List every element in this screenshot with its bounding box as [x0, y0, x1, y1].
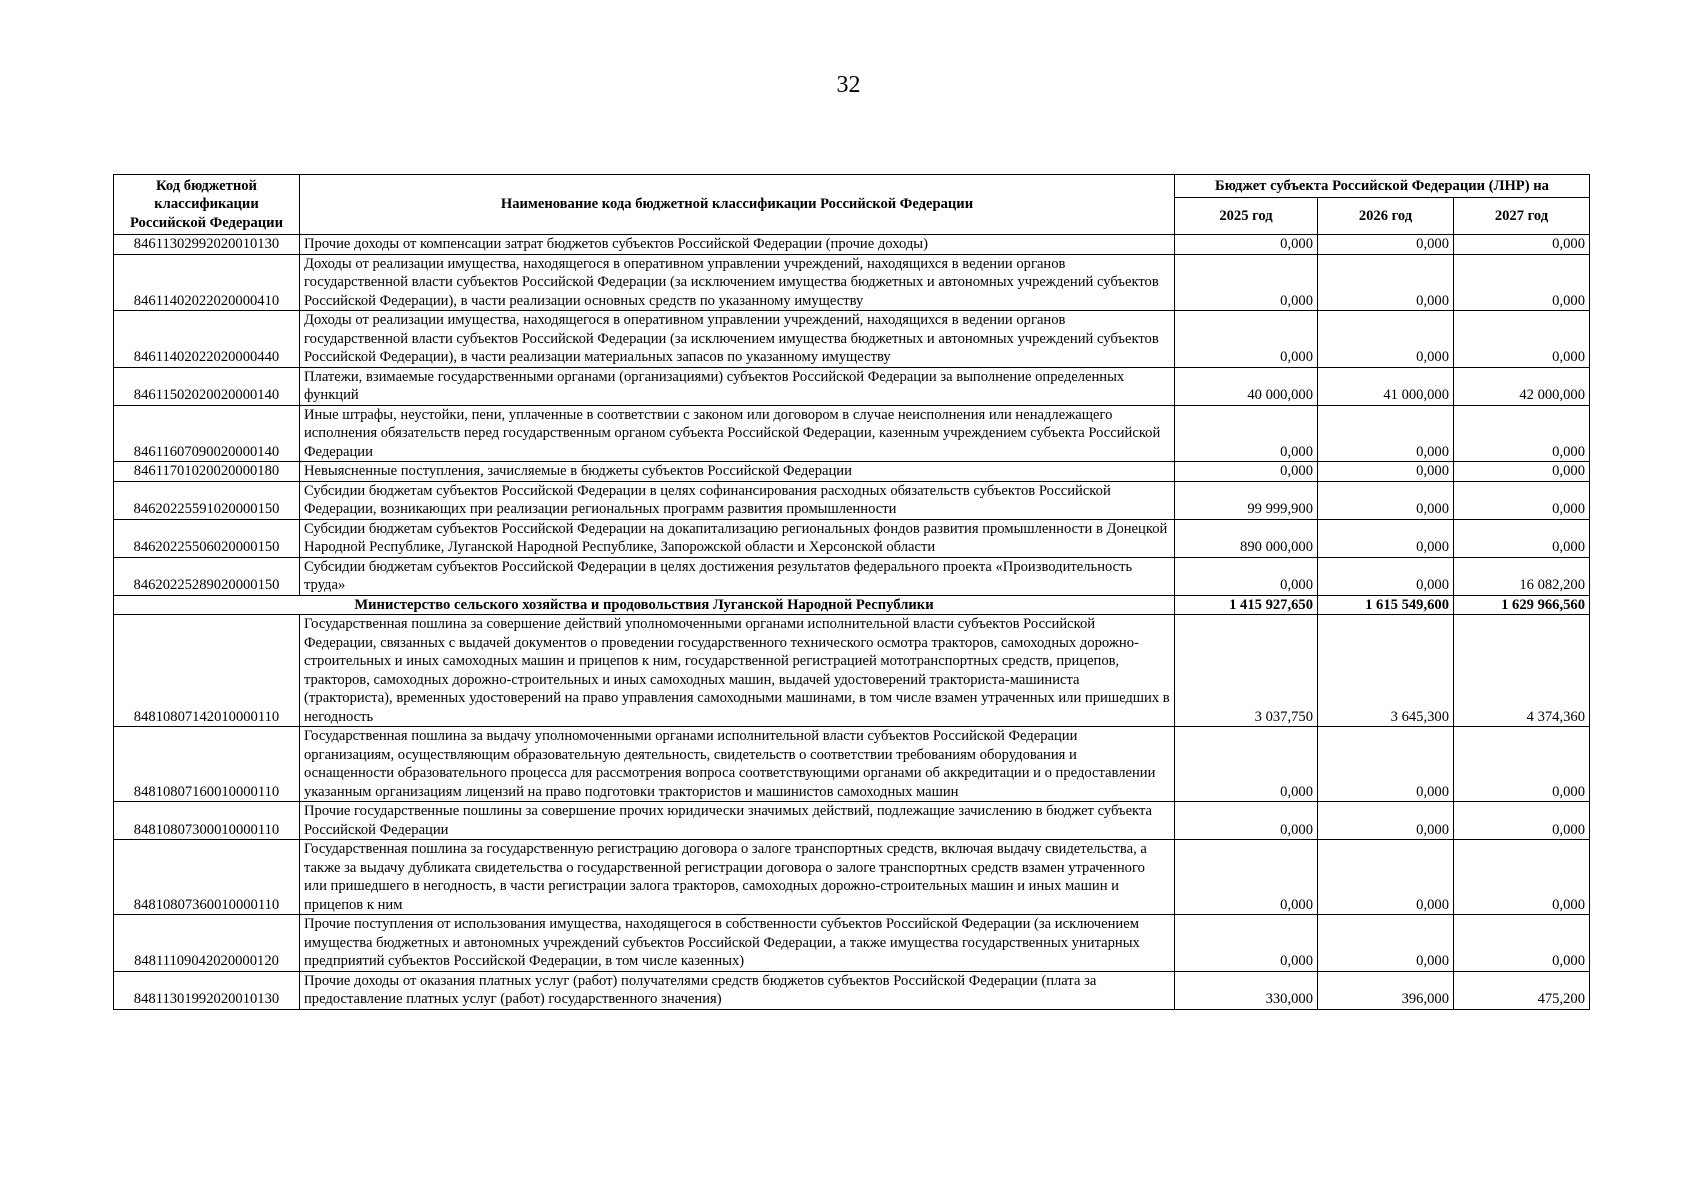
code-cell: 84611402022020000440 — [114, 311, 300, 368]
value-2025-cell: 0,000 — [1175, 254, 1318, 311]
year-2025-header: 2025 год — [1175, 198, 1318, 235]
code-cell: 84620225289020000150 — [114, 557, 300, 595]
value-2025-cell: 0,000 — [1175, 840, 1318, 915]
value-2027-cell: 0,000 — [1454, 254, 1590, 311]
section-body — [114, 595, 1590, 615]
table-row — [114, 840, 1590, 915]
value-2025-cell: 99 999,900 — [1175, 481, 1318, 519]
value-2025-cell: 0,000 — [1175, 462, 1318, 482]
value-2025-cell: 0,000 — [1175, 915, 1318, 972]
section-total-2027: 1 629 966,560 — [1454, 595, 1590, 615]
name-cell: Платежи, взимаемые государственными органами (организациями) субъектов Российской Федерации за выполнение определенных функций — [300, 367, 1175, 405]
value-2027-cell: 0,000 — [1454, 915, 1590, 972]
value-2027-cell: 0,000 — [1454, 802, 1590, 840]
code-cell: 84810807300010000110 — [114, 802, 300, 840]
table-row — [114, 481, 1590, 519]
name-column-header: Наименование кода бюджетной классификации Российской Федерации — [300, 175, 1175, 235]
name-cell: Субсидии бюджетам субъектов Российской Федерации в целях достижения результатов федерального проекта «Производительность труда» — [300, 557, 1175, 595]
value-2027-cell: 0,000 — [1454, 840, 1590, 915]
value-2025-cell: 0,000 — [1175, 405, 1318, 462]
table-row — [114, 311, 1590, 368]
name-cell: Прочие поступления от использования имущества, находящегося в собственности субъектов Российской Федерации (за исключением имущества бюджетных и автономных учреждений субъектов Российской Федерации, а также имущества государственных унитарных предприятий субъектов Российской Федерации, в том числе казенных) — [300, 915, 1175, 972]
value-2025-cell: 3 037,750 — [1175, 615, 1318, 727]
name-cell: Прочие государственные пошлины за совершение прочих юридически значимых действий, подлежащие зачислению в бюджет субъекта Российской Федерации — [300, 802, 1175, 840]
value-2027-cell: 16 082,200 — [1454, 557, 1590, 595]
value-2026-cell: 0,000 — [1318, 915, 1454, 972]
year-2027-header: 2027 год — [1454, 198, 1590, 235]
table-row — [114, 971, 1590, 1009]
value-2025-cell: 890 000,000 — [1175, 519, 1318, 557]
value-2027-cell: 0,000 — [1454, 405, 1590, 462]
name-cell: Доходы от реализации имущества, находящегося в оперативном управлении учреждений, находящихся в ведении органов государственной власти субъектов Российской Федерации (за исключением имущества бюджетных и автономных учреждений субъектов Российской Федерации), в части реализации материальных запасов по указанному имуществу — [300, 311, 1175, 368]
name-cell: Государственная пошлина за совершение действий уполномоченными органами исполнительной власти субъектов Российской Федерации, связанных с выдачей документов о проведении государственного технического осмотра тракторов, самоходных дорожно-строительных и иных самоходных машин и прицепов к ним, государственной регистрацией мототранспортных средств, прицепов, тракторов, самоходных дорожно-строительных и иных самоходных машин, выдачей удостоверений тракториста-машиниста (тракториста), временных удостоверений на право управления самоходными машинами, в том числе взамен утраченных или пришедших в негодность — [300, 615, 1175, 727]
value-2026-cell: 41 000,000 — [1318, 367, 1454, 405]
code-column-header: Код бюджетной классификации Российской Федерации — [114, 175, 300, 235]
value-2027-cell: 0,000 — [1454, 235, 1590, 255]
budget-table — [113, 174, 1590, 1010]
table-row — [114, 519, 1590, 557]
value-2027-cell: 0,000 — [1454, 311, 1590, 368]
name-cell: Доходы от реализации имущества, находящегося в оперативном управлении учреждений, находящихся в ведении органов государственной власти субъектов Российской Федерации (за исключением имущества бюджетных и автономных учреждений субъектов Российской Федерации), в части реализации основных средств по указанному имуществу — [300, 254, 1175, 311]
section-total-2025: 1 415 927,650 — [1175, 595, 1318, 615]
name-cell: Прочие доходы от компенсации затрат бюджетов субъектов Российской Федерации (прочие доходы) — [300, 235, 1175, 255]
table-row — [114, 254, 1590, 311]
table-row — [114, 235, 1590, 255]
value-2027-cell: 4 374,360 — [1454, 615, 1590, 727]
code-cell: 84620225506020000150 — [114, 519, 300, 557]
table-row — [114, 915, 1590, 972]
value-2025-cell: 0,000 — [1175, 557, 1318, 595]
value-2026-cell: 0,000 — [1318, 840, 1454, 915]
code-cell: 84611402022020000410 — [114, 254, 300, 311]
table-row — [114, 802, 1590, 840]
value-2025-cell: 0,000 — [1175, 235, 1318, 255]
table-body-a — [114, 235, 1590, 596]
name-cell: Субсидии бюджетам субъектов Российской Федерации на докапитализацию региональных фондов развития промышленности в Донецкой Народной Республике, Луганской Народной Республике, Запорожской области и Херсонской области — [300, 519, 1175, 557]
table-body-b — [114, 615, 1590, 1010]
value-2026-cell: 3 645,300 — [1318, 615, 1454, 727]
code-cell: 84810807360010000110 — [114, 840, 300, 915]
code-cell: 84811109042020000120 — [114, 915, 300, 972]
value-2026-cell: 0,000 — [1318, 254, 1454, 311]
value-2026-cell: 0,000 — [1318, 311, 1454, 368]
year-2026-header: 2026 год — [1318, 198, 1454, 235]
name-cell: Государственная пошлина за государственную регистрацию договора о залоге транспортных средств, включая выдачу свидетельства, а также за выдачу дубликата свидетельства о государственной регистрации договора о залоге транспортных средств взамен утраченного или пришедшего в негодность, в части регистрации залога тракторов, самоходных дорожно-строительных машин и иных машин и прицепов к ним — [300, 840, 1175, 915]
value-2026-cell: 0,000 — [1318, 235, 1454, 255]
value-2026-cell: 0,000 — [1318, 462, 1454, 482]
value-2026-cell: 396,000 — [1318, 971, 1454, 1009]
value-2027-cell: 0,000 — [1454, 519, 1590, 557]
value-2027-cell: 475,200 — [1454, 971, 1590, 1009]
value-2026-cell: 0,000 — [1318, 802, 1454, 840]
budget-group-header: Бюджет субъекта Российской Федерации (ЛНР) на — [1175, 175, 1590, 198]
code-cell: 84611302992020010130 — [114, 235, 300, 255]
value-2027-cell: 0,000 — [1454, 727, 1590, 802]
code-cell: 84810807142010000110 — [114, 615, 300, 727]
table-row — [114, 557, 1590, 595]
value-2027-cell: 0,000 — [1454, 462, 1590, 482]
value-2026-cell: 0,000 — [1318, 405, 1454, 462]
table-row — [114, 462, 1590, 482]
value-2025-cell: 0,000 — [1175, 311, 1318, 368]
value-2025-cell: 0,000 — [1175, 802, 1318, 840]
table-row — [114, 405, 1590, 462]
table-row — [114, 367, 1590, 405]
value-2027-cell: 42 000,000 — [1454, 367, 1590, 405]
table-row — [114, 615, 1590, 727]
section-total-2026: 1 615 549,600 — [1318, 595, 1454, 615]
name-cell: Субсидии бюджетам субъектов Российской Федерации в целях софинансирования расходных обязательств субъектов Российской Федерации, возникающих при реализации региональных программ развития промышленности — [300, 481, 1175, 519]
header-row — [114, 175, 1590, 198]
code-cell: 84811301992020010130 — [114, 971, 300, 1009]
section-title: Министерство сельского хозяйства и продовольствия Луганской Народной Республики — [114, 595, 1175, 615]
value-2026-cell: 0,000 — [1318, 557, 1454, 595]
section-row — [114, 595, 1590, 615]
value-2025-cell: 0,000 — [1175, 727, 1318, 802]
value-2025-cell: 330,000 — [1175, 971, 1318, 1009]
value-2026-cell: 0,000 — [1318, 727, 1454, 802]
value-2025-cell: 40 000,000 — [1175, 367, 1318, 405]
name-cell: Государственная пошлина за выдачу уполномоченными органами исполнительной власти субъектов Российской Федерации организациям, осуществляющим образовательную деятельность, свидетельств о соответствии требованиям оборудования и оснащенности образовательного процесса для рассмотрения вопроса соответствующими органами об аккредитации и о предоставлении указанным организациям лицензий на право подготовки трактористов и машинистов самоходных машин — [300, 727, 1175, 802]
name-cell: Прочие доходы от оказания платных услуг (работ) получателями средств бюджетов субъектов Российской Федерации (плата за предоставление платных услуг (работ) государственного значения) — [300, 971, 1175, 1009]
name-cell: Невыясненные поступления, зачисляемые в бюджеты субъектов Российской Федерации — [300, 462, 1175, 482]
value-2026-cell: 0,000 — [1318, 481, 1454, 519]
code-cell: 84620225591020000150 — [114, 481, 300, 519]
code-cell: 84611701020020000180 — [114, 462, 300, 482]
name-cell: Иные штрафы, неустойки, пени, уплаченные в соответствии с законом или договором в случае неисполнения или ненадлежащего исполнения обязательств перед государственным органом субъекта Российской Федерации, казенным учреждением субъекта Российской Федерации — [300, 405, 1175, 462]
code-cell: 84611502020020000140 — [114, 367, 300, 405]
code-cell: 84810807160010000110 — [114, 727, 300, 802]
value-2027-cell: 0,000 — [1454, 481, 1590, 519]
table-row — [114, 727, 1590, 802]
value-2026-cell: 0,000 — [1318, 519, 1454, 557]
code-cell: 84611607090020000140 — [114, 405, 300, 462]
page-number: 32 — [836, 72, 861, 98]
